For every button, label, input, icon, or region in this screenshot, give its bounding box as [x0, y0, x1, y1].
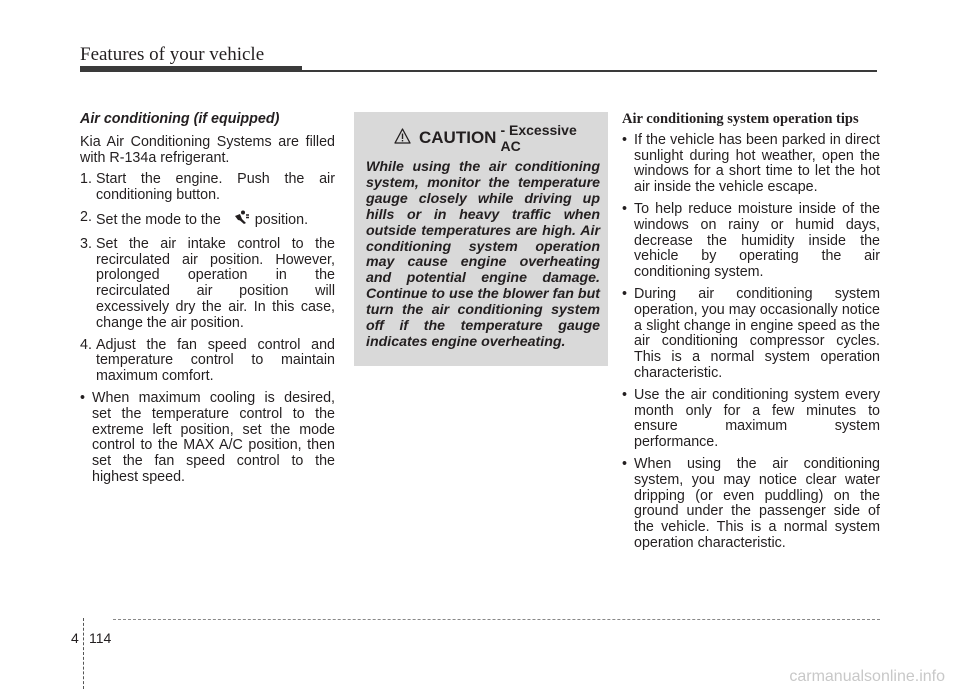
- tip-item: • To help reduce moisture inside of the windows on rainy or humid days, decrease the humidity inside the vehicle by operating the air conditioning system.: [622, 202, 880, 281]
- warning-triangle-icon: [394, 128, 411, 149]
- step-3: [80, 237, 335, 332]
- caution-text: While using the air conditioning system, monitor the temperature gauge closely while driving up hills or in heavy traffic when outside temperatures are high. Air conditioning system operation may cause engine overheating and potential engine damage. Continue to use the blower fan but turn the air conditioning system off if the temperature gauge indicates engine overheating.: [366, 159, 600, 350]
- floor-defrost-mode-icon: [231, 210, 251, 231]
- step-text: Set the air intake control to the recirculated air position. However, prolonged operation in the recirculated air position will excessively dry the air. In this case, change the air position.: [96, 235, 335, 331]
- header-bar: [80, 66, 302, 72]
- page-header-title: Features of your vehicle: [80, 44, 265, 65]
- left-column: [80, 112, 335, 492]
- header-rule: [302, 70, 877, 72]
- caution-label: CAUTION: [419, 128, 497, 147]
- caution-box: [354, 112, 608, 366]
- step-text-before: Set the mode to the: [96, 211, 221, 228]
- max-cooling-bullet: • When maximum cooling is desired, set the temperature control to the extreme left position, set the mode control to the MAX A/C position, then set the fan speed control to the highest speed.: [80, 391, 335, 486]
- step-number: 3.: [80, 235, 92, 252]
- footer-horizontal-rule: [113, 619, 880, 620]
- step-4: [80, 338, 335, 385]
- step-number: 1.: [80, 171, 92, 188]
- step-2: [80, 210, 335, 231]
- tips-title: Air conditioning system operation tips: [622, 111, 859, 127]
- step-text-after: position.: [254, 211, 309, 228]
- step-number: 4.: [80, 336, 92, 353]
- step-text: Start the engine. Push the air conditioning button.: [96, 171, 335, 204]
- right-column: [622, 112, 880, 558]
- step-1: [80, 172, 335, 204]
- tip-item: • When using the air conditioning system, you may notice clear water dripping (or even puddling) on the ground under the passenger side of the vehicle. This is a normal system operation characteristic.: [622, 457, 880, 552]
- chapter-number: 4: [71, 630, 79, 646]
- section-title: Air conditioning (if equipped): [80, 111, 280, 127]
- step-text: Adjust the fan speed control and temperature control to maintain maximum comfort.: [96, 336, 335, 385]
- caution-subtitle: - Excessive AC: [500, 122, 577, 154]
- tip-item: • If the vehicle has been parked in direct sunlight during hot weather, open the windows for a short time to let the hot air inside the vehicle escape.: [622, 133, 880, 196]
- page-number: 114: [89, 630, 112, 646]
- intro-paragraph: Kia Air Conditioning Systems are filled with R-134a refrigerant.: [80, 133, 335, 166]
- step-number: 2.: [80, 208, 92, 225]
- footer-vertical-rule: [83, 618, 84, 689]
- caution-heading: [366, 122, 600, 154]
- tip-item: • During air conditioning system operation, you may occasionally notice a slight change in engine speed as the air conditioning compressor cycles. This is a normal system operation characteristic.: [622, 287, 880, 382]
- tip-item: • Use the air conditioning system every month only for a few minutes to ensure maximum system performance.: [622, 388, 880, 451]
- watermark: carmanualsonline.info: [789, 668, 945, 685]
